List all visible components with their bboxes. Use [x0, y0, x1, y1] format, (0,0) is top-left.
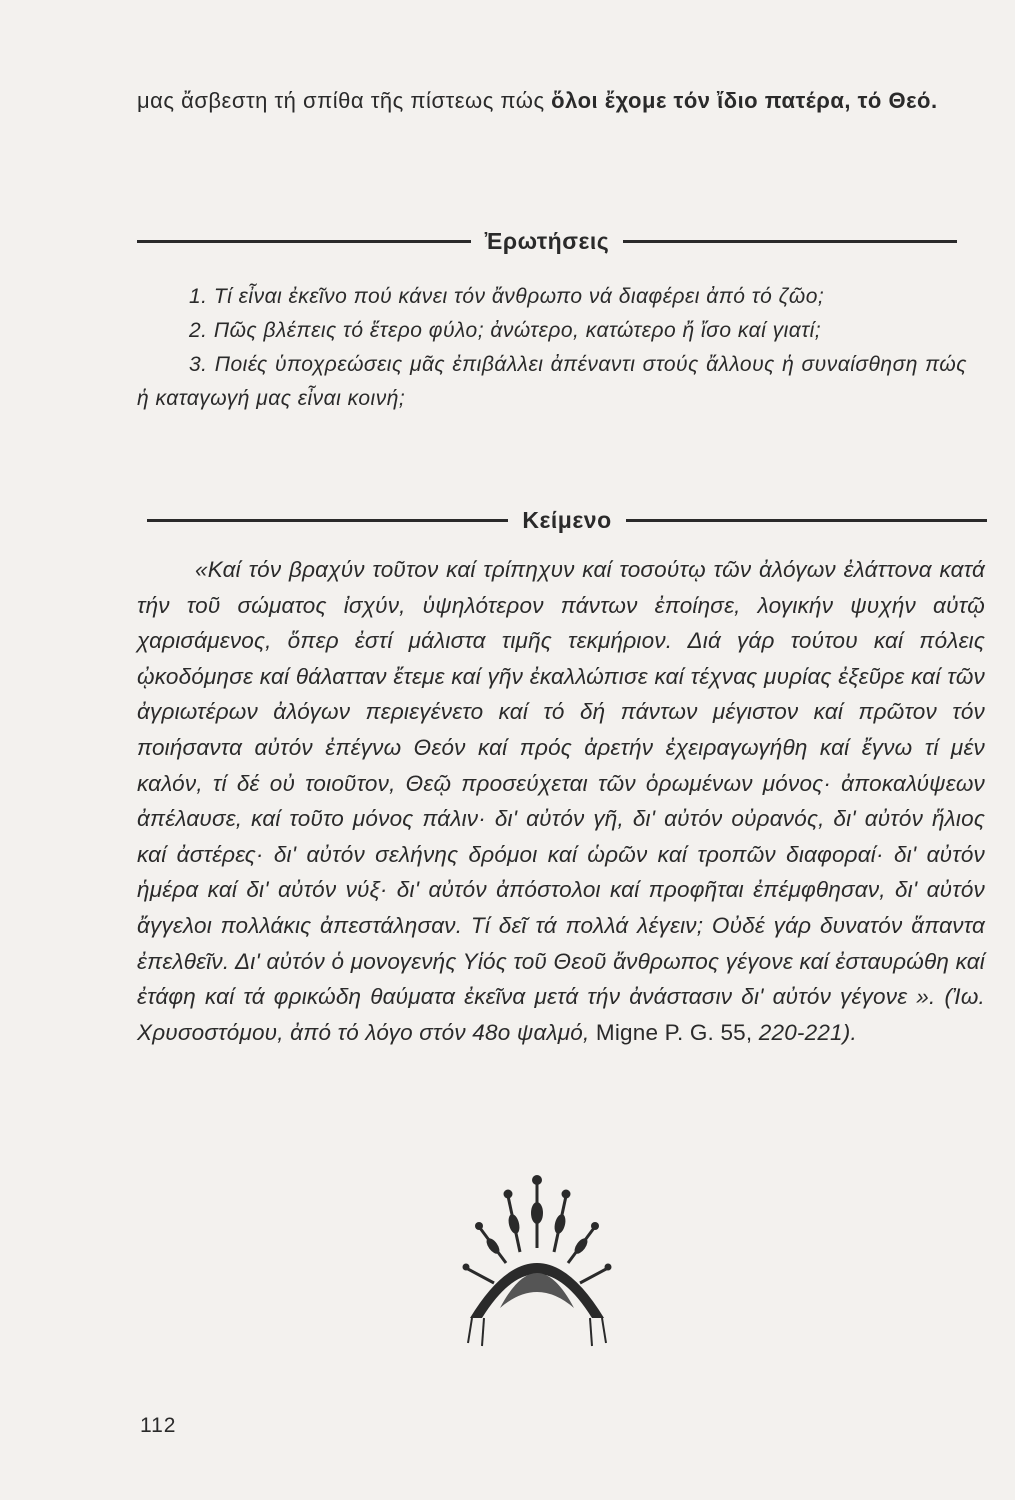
- text-heading: [147, 505, 987, 535]
- intro-text: μας ἄσβεστη τή σπίθα τῆς πίστεως πώς: [137, 88, 552, 113]
- intro-paragraph: [137, 78, 967, 124]
- questions-heading: [137, 226, 957, 256]
- heading-rule-right: [626, 519, 987, 522]
- crown-ornament-icon: [462, 1168, 612, 1358]
- questions-list: [137, 280, 967, 416]
- quoted-text-body: «Καί τόν βραχύν τοῦτον καί τρίπηχυν καί τοσούτῳ τῶν ἀλόγων ἐλάττονα κατά τήν τοῦ σώματος ἰσχύν, ὑψηλότερον πάντων ἐποίησε, λογικήν ψυχήν αὐτῷ χαρισάμενος, ὅπερ ἐστί μάλιστα τιμῆς τεκμήριον. Διά γάρ τούτου καί πόλεις ᾠκοδόμησε καί θάλατταν ἔτεμε καί γῆν ἐκαλλώπισε καί τέχνας μυρίας ἐξεῦρε καί τῶν ἀγριωτέρων ἀλόγων περιεγένετο καί τό δή πάντων μέγιστον καί πρῶτον τόν ποιήσαντα αὐτόν ἐπέγνω Θεόν καί πρός ἀρετήν ἐχειραγωγήθη καί ἔγνω τί μέν καλόν, τί δέ οὐ τοιοῦτον, Θεῷ προσεύχεται τῶν ὁρωμένων μόνος· ἀποκαλύψεων ἀπέλαυσε, καί τοῦτο μόνος πάλιν· δι' αὐτόν γῆ, δι' αὐτόν οὐρανός, δι' αὐτόν ἥλιος καί ἀστέρες· δι' αὐτόν σελήνης δρόμοι καί ὡρῶν καί τροπῶν διαφοραί· δι' αὐτόν ἡμέρα καί δι' αὐτόν νύξ· δι' αὐτόν ἀπόστολοι καί προφῆται ἐπέμφθησαν, δι' αὐτόν ἄγγελοι πολλάκις ἀπεστάλησαν. Τί δεῖ τά πολλά λέγειν; Οὐδέ γάρ δυνατόν ἅπαντα ἐπελθεῖν. Δι' αὐτόν ὁ μονογενής Υἱός τοῦ Θεοῦ ἄνθρωπος γέγονε καί ἐσταυρώθη καί ἐτάφη καί τά φρικώδη θαύματα ἐκεῖνα μετά τήν ἀνάστασιν δι' αὐτόν γέγονε ». (Ἰω. Χρυσοστόμου, ἀπό τό λόγο στόν 48ο ψαλμό,: [137, 557, 985, 1045]
- questions-heading-title: Ἐρωτήσεις: [484, 227, 610, 254]
- heading-rule-left: [137, 240, 471, 243]
- citation-pages: 220-221).: [752, 1019, 857, 1045]
- quoted-text: [137, 552, 985, 1050]
- intro-bold-text: ὅλοι ἔχομε τόν ἴδιο πατέρα, τό Θεό.: [551, 88, 938, 113]
- heading-rule-left: [147, 519, 508, 522]
- text-heading-title: Κείμενο: [522, 506, 612, 533]
- page-number: 112: [140, 1414, 177, 1437]
- question-item: 3. Ποιές ὑποχρεώσεις μᾶς ἐπιβάλλει ἀπέναντι στούς ἄλλους ἡ συναίσθηση πώς ἡ καταγωγή μας εἶναι κοινή;: [137, 353, 967, 410]
- heading-rule-right: [623, 240, 957, 243]
- question-item: 2. Πῶς βλέπεις τό ἕτερο φύλο; ἀνώτερο, κατώτερο ἤ ἴσο καί γιατί;: [189, 319, 822, 342]
- citation-reference: Migne P. G. 55,: [595, 1019, 753, 1045]
- question-item: 1. Τί εἶναι ἐκεῖνο πού κάνει τόν ἄνθρωπο νά διαφέρει ἀπό τό ζῶο;: [189, 285, 825, 308]
